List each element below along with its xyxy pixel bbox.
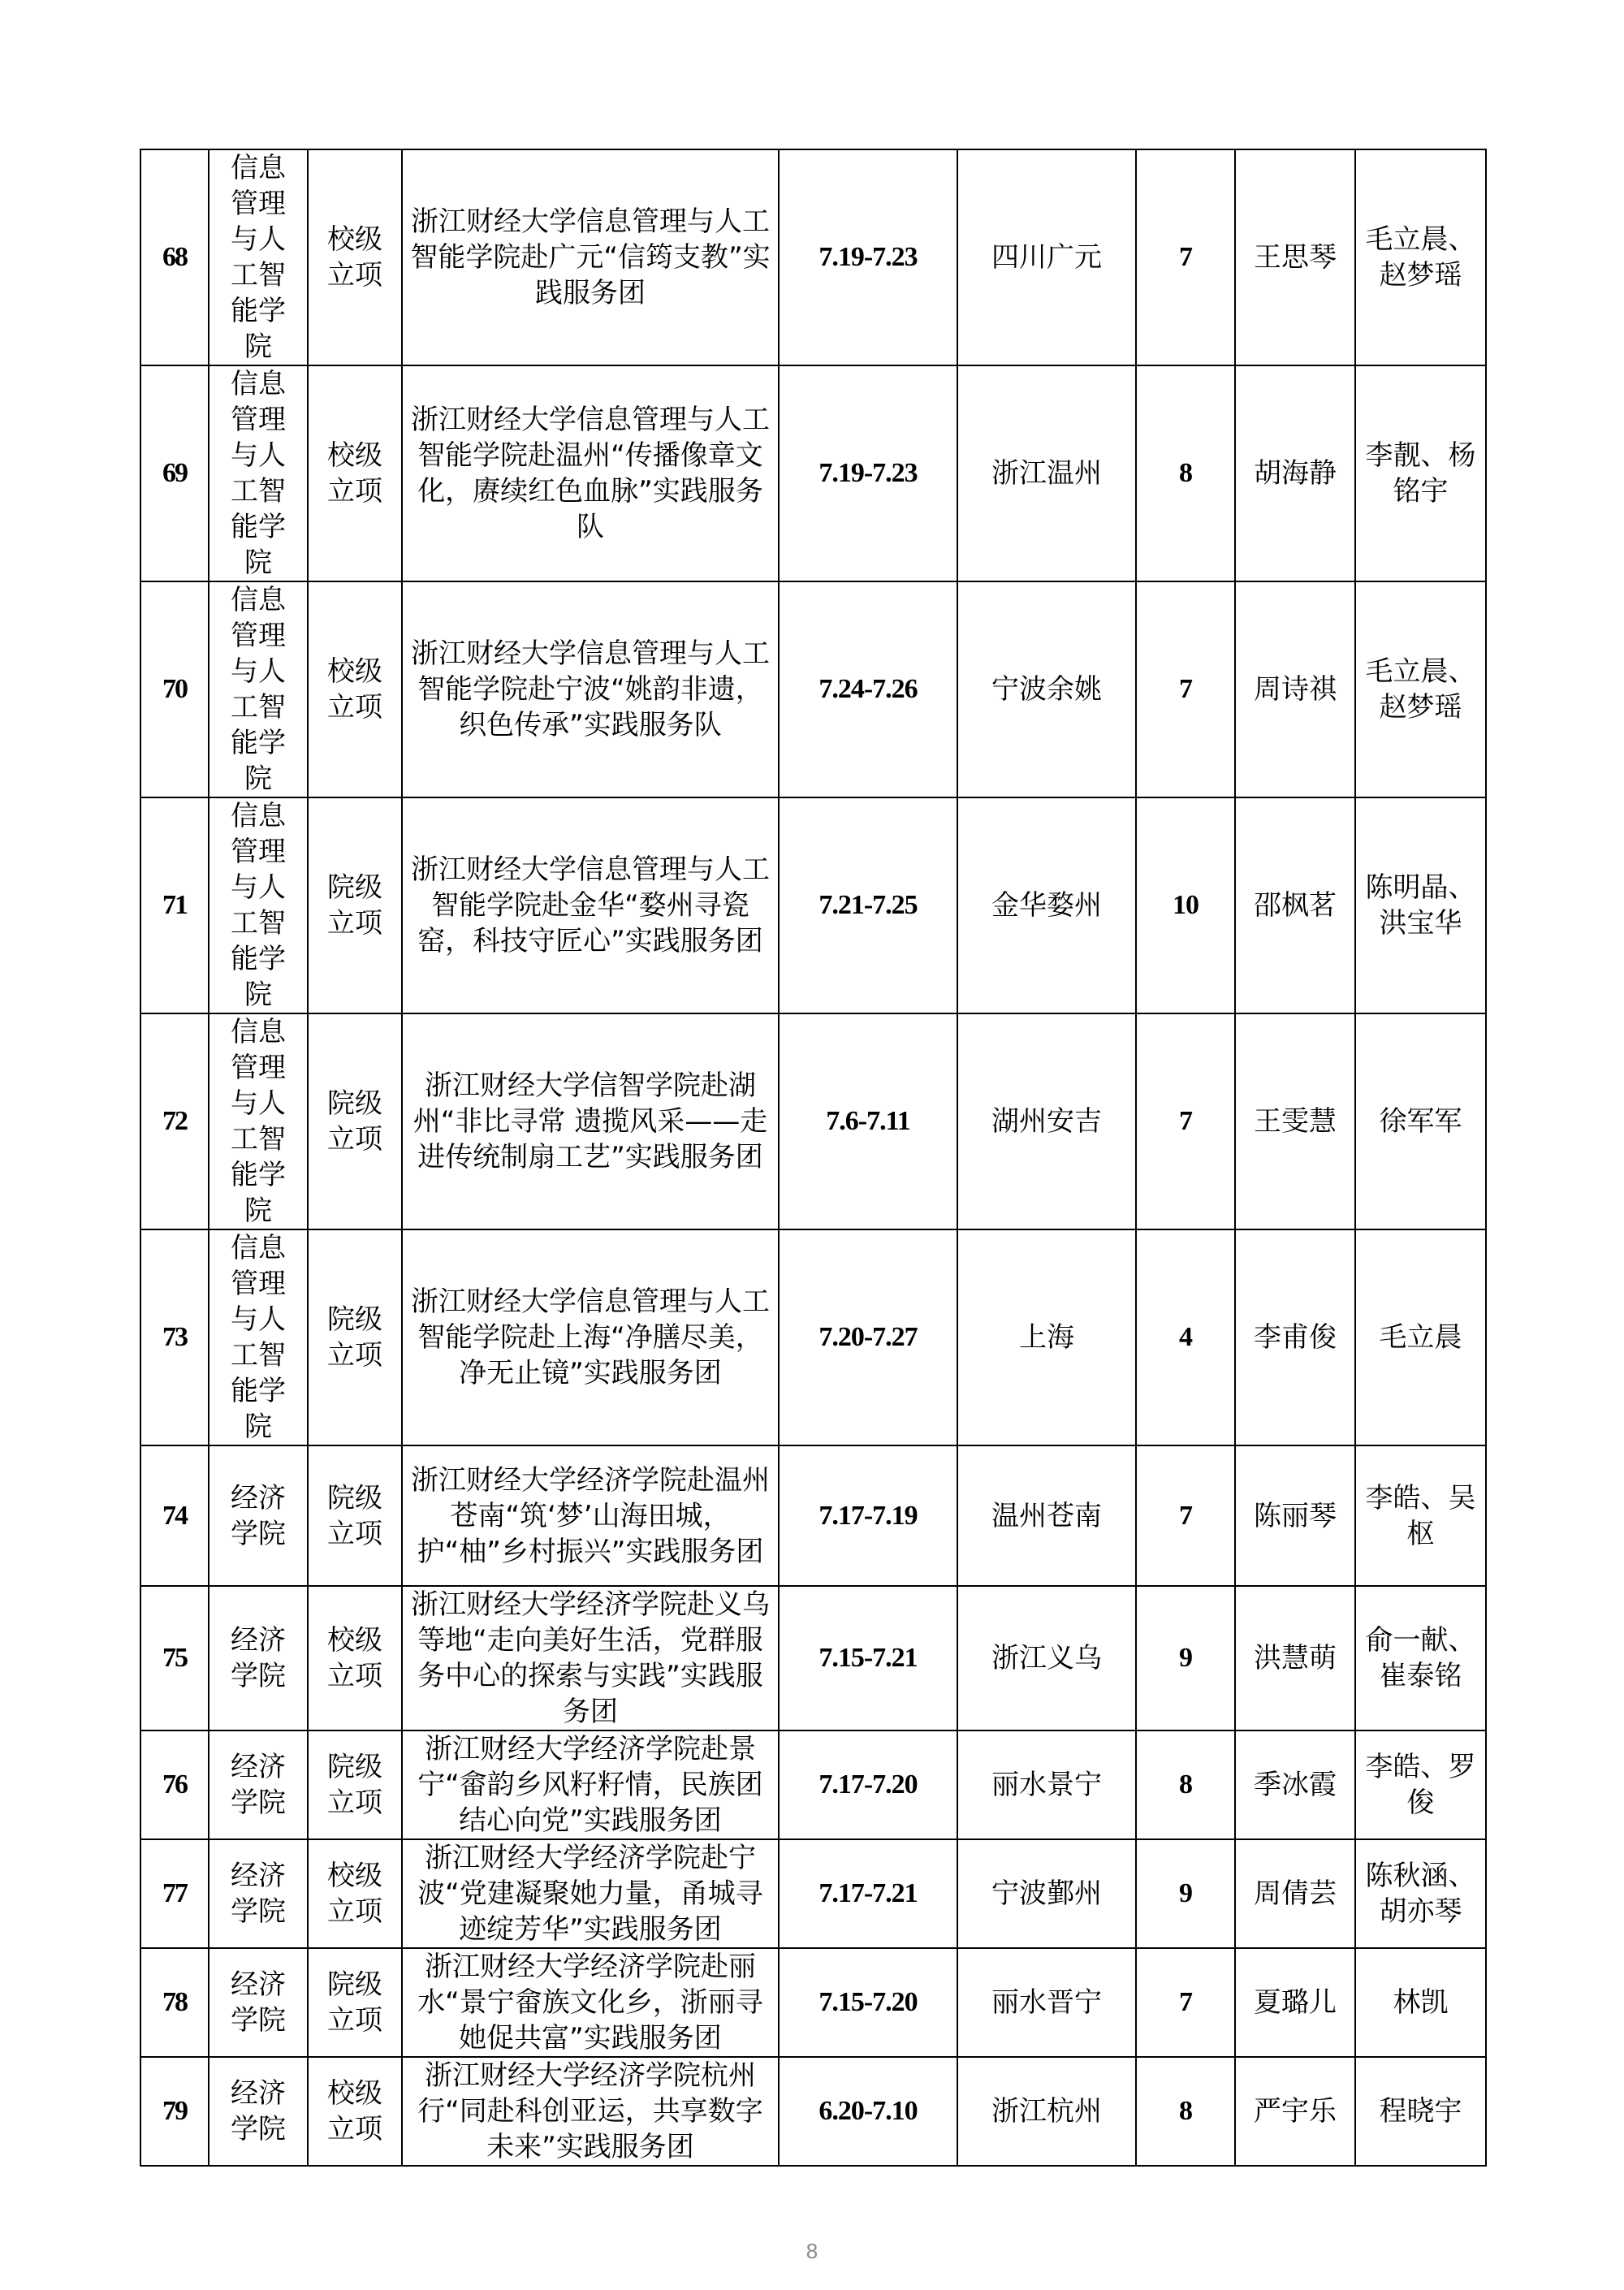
cell-college-text: 信息管理与人工智能学院	[231, 368, 286, 579]
cell-place: 浙江杭州	[957, 2057, 1136, 2166]
cell-date: 7.15-7.21	[779, 1586, 957, 1730]
cell-level	[308, 2057, 402, 2166]
cell-member-count: 8	[1136, 365, 1235, 581]
cell-member-count: 9	[1136, 1839, 1235, 1948]
cell-college-text: 经济学院	[231, 1624, 286, 1692]
cell-college	[209, 365, 308, 581]
cell-advisor	[1355, 1948, 1486, 2057]
cell-date: 7.20-7.27	[779, 1229, 957, 1445]
cell-place: 宁波鄞州	[957, 1839, 1136, 1948]
cell-level	[308, 797, 402, 1013]
cell-advisor-text: 李皓、吴枢	[1365, 1481, 1476, 1550]
cell-place: 上海	[957, 1229, 1136, 1445]
cell-member-count: 8	[1136, 1730, 1235, 1839]
cell-project-name: 浙江财经大学经济学院赴温州苍南“筑‘梦’山海田城，护“柚”乡村振兴”实践服务团	[402, 1445, 779, 1586]
cell-advisor	[1355, 1445, 1486, 1586]
table-row	[140, 149, 1486, 365]
cell-advisor	[1355, 581, 1486, 797]
cell-leader: 季冰霞	[1235, 1730, 1355, 1839]
project-table	[140, 149, 1487, 2167]
cell-level	[308, 1586, 402, 1730]
cell-member-count: 7	[1136, 1948, 1235, 2057]
cell-leader: 王雯慧	[1235, 1013, 1355, 1229]
cell-date: 7.19-7.23	[779, 365, 957, 581]
cell-place: 湖州安吉	[957, 1013, 1136, 1229]
cell-college-text: 经济学院	[231, 1481, 286, 1550]
cell-number: 68	[140, 149, 209, 365]
cell-project-name: 浙江财经大学经济学院赴丽水“景宁畲族文化乡，浙丽寻她促共富”实践服务团	[402, 1948, 779, 2057]
table-row	[140, 1445, 1486, 1586]
cell-level	[308, 1839, 402, 1948]
cell-project-name: 浙江财经大学信息管理与人工智能学院赴金华“婺州寻瓷窑，科技守匠心”实践服务团	[402, 797, 779, 1013]
cell-advisor	[1355, 149, 1486, 365]
cell-advisor-text: 林凯	[1393, 1986, 1449, 2019]
cell-date: 6.20-7.10	[779, 2057, 957, 2166]
cell-member-count: 7	[1136, 1013, 1235, 1229]
cell-date: 7.17-7.20	[779, 1730, 957, 1839]
cell-level-text: 院级立项	[327, 1303, 382, 1372]
cell-college	[209, 1839, 308, 1948]
cell-college	[209, 1586, 308, 1730]
cell-project-name: 浙江财经大学信息管理与人工智能学院赴温州“传播像章文化，赓续红色血脉”实践服务队	[402, 365, 779, 581]
cell-college	[209, 1445, 308, 1586]
cell-project-name: 浙江财经大学经济学院赴义乌等地“走向美好生活，党群服务中心的探索与实践”实践服务团	[402, 1586, 779, 1730]
cell-college	[209, 149, 308, 365]
cell-number: 78	[140, 1948, 209, 2057]
cell-leader: 李甫俊	[1235, 1229, 1355, 1445]
cell-advisor	[1355, 365, 1486, 581]
cell-place: 丽水晋宁	[957, 1948, 1136, 2057]
cell-date: 7.15-7.20	[779, 1948, 957, 2057]
table-row	[140, 365, 1486, 581]
cell-number: 70	[140, 581, 209, 797]
cell-level	[308, 1229, 402, 1445]
cell-member-count: 10	[1136, 797, 1235, 1013]
cell-level	[308, 1445, 402, 1586]
cell-project-name: 浙江财经大学信息管理与人工智能学院赴上海“净膳尽美，净无止镜”实践服务团	[402, 1229, 779, 1445]
cell-member-count: 9	[1136, 1586, 1235, 1730]
cell-leader: 胡海静	[1235, 365, 1355, 581]
cell-leader: 陈丽琴	[1235, 1445, 1355, 1586]
table-row	[140, 1586, 1486, 1730]
cell-level-text: 院级立项	[327, 1087, 382, 1156]
table-row	[140, 1839, 1486, 1948]
cell-college-text: 信息管理与人工智能学院	[231, 1016, 286, 1227]
cell-advisor-text: 程晓宇	[1379, 2095, 1462, 2128]
cell-college-text: 信息管理与人工智能学院	[231, 584, 286, 795]
cell-number: 69	[140, 365, 209, 581]
cell-level-text: 校级立项	[327, 1624, 382, 1692]
cell-advisor	[1355, 1229, 1486, 1445]
cell-place: 浙江义乌	[957, 1586, 1136, 1730]
cell-place: 浙江温州	[957, 365, 1136, 581]
cell-date: 7.6-7.11	[779, 1013, 957, 1229]
table-row	[140, 2057, 1486, 2166]
cell-advisor	[1355, 797, 1486, 1013]
cell-leader: 严宇乐	[1235, 2057, 1355, 2166]
cell-level	[308, 365, 402, 581]
cell-leader: 夏璐儿	[1235, 1948, 1355, 2057]
cell-member-count: 8	[1136, 2057, 1235, 2166]
cell-college-text: 信息管理与人工智能学院	[231, 800, 286, 1011]
cell-college	[209, 581, 308, 797]
cell-advisor-text: 李皓、罗俊	[1365, 1751, 1476, 1819]
cell-level-text: 校级立项	[327, 2077, 382, 2145]
cell-level-text: 院级立项	[327, 1751, 382, 1819]
cell-college	[209, 2057, 308, 2166]
cell-advisor	[1355, 1586, 1486, 1730]
cell-college-text: 信息管理与人工智能学院	[231, 1232, 286, 1443]
table-row	[140, 1229, 1486, 1445]
cell-level-text: 院级立项	[327, 1968, 382, 2037]
cell-college-text: 经济学院	[231, 1860, 286, 1928]
cell-number: 71	[140, 797, 209, 1013]
cell-level	[308, 149, 402, 365]
cell-college	[209, 1013, 308, 1229]
cell-project-name: 浙江财经大学信息管理与人工智能学院赴广元“信筠支教”实践服务团	[402, 149, 779, 365]
cell-advisor-text: 陈明晶、洪宝华	[1365, 871, 1476, 940]
table-row	[140, 1948, 1486, 2057]
cell-date: 7.17-7.19	[779, 1445, 957, 1586]
cell-member-count: 7	[1136, 1445, 1235, 1586]
cell-college	[209, 1948, 308, 2057]
cell-level	[308, 581, 402, 797]
cell-place: 温州苍南	[957, 1445, 1136, 1586]
cell-college-text: 经济学院	[231, 1751, 286, 1819]
cell-advisor	[1355, 1013, 1486, 1229]
cell-number: 72	[140, 1013, 209, 1229]
cell-date: 7.19-7.23	[779, 149, 957, 365]
cell-advisor-text: 徐军军	[1379, 1105, 1462, 1138]
cell-level	[308, 1013, 402, 1229]
table-body	[140, 149, 1486, 2166]
cell-advisor	[1355, 1730, 1486, 1839]
cell-advisor-text: 毛立晨、赵梦瑶	[1365, 223, 1476, 292]
cell-place: 宁波余姚	[957, 581, 1136, 797]
cell-member-count: 7	[1136, 581, 1235, 797]
cell-level-text: 校级立项	[327, 223, 382, 292]
cell-level-text: 校级立项	[327, 1860, 382, 1928]
cell-advisor-text: 俞一献、崔泰铭	[1365, 1624, 1476, 1692]
cell-leader: 洪慧萌	[1235, 1586, 1355, 1730]
cell-advisor-text: 李靓、杨铭宇	[1365, 439, 1476, 508]
cell-number: 79	[140, 2057, 209, 2166]
cell-college	[209, 797, 308, 1013]
cell-advisor-text: 毛立晨	[1379, 1321, 1462, 1354]
cell-member-count: 4	[1136, 1229, 1235, 1445]
cell-number: 76	[140, 1730, 209, 1839]
cell-college-text: 经济学院	[231, 1968, 286, 2037]
cell-project-name: 浙江财经大学信息管理与人工智能学院赴宁波“姚韵非遗，织色传承”实践服务队	[402, 581, 779, 797]
cell-member-count: 7	[1136, 149, 1235, 365]
cell-leader: 周诗祺	[1235, 581, 1355, 797]
cell-college	[209, 1730, 308, 1839]
cell-number: 74	[140, 1445, 209, 1586]
cell-level-text: 校级立项	[327, 655, 382, 724]
cell-date: 7.24-7.26	[779, 581, 957, 797]
cell-level-text: 院级立项	[327, 871, 382, 940]
cell-college-text: 经济学院	[231, 2077, 286, 2145]
cell-project-name: 浙江财经大学经济学院杭州行“同赴科创亚运，共享数字未来”实践服务团	[402, 2057, 779, 2166]
table-row	[140, 1013, 1486, 1229]
cell-advisor-text: 陈秋涵、胡亦琴	[1365, 1860, 1476, 1928]
cell-number: 75	[140, 1586, 209, 1730]
cell-college	[209, 1229, 308, 1445]
cell-advisor	[1355, 2057, 1486, 2166]
table-row	[140, 581, 1486, 797]
cell-leader: 王思琴	[1235, 149, 1355, 365]
cell-place: 金华婺州	[957, 797, 1136, 1013]
cell-project-name: 浙江财经大学经济学院赴景宁“畲韵乡风籽籽情，民族团结心向党”实践服务团	[402, 1730, 779, 1839]
cell-level	[308, 1730, 402, 1839]
cell-college-text: 信息管理与人工智能学院	[231, 152, 286, 363]
table-row	[140, 797, 1486, 1013]
cell-place: 四川广元	[957, 149, 1136, 365]
cell-advisor-text: 毛立晨、赵梦瑶	[1365, 655, 1476, 724]
cell-level-text: 校级立项	[327, 439, 382, 508]
cell-leader: 周倩芸	[1235, 1839, 1355, 1948]
cell-place: 丽水景宁	[957, 1730, 1136, 1839]
cell-leader: 邵枫茗	[1235, 797, 1355, 1013]
cell-advisor	[1355, 1839, 1486, 1948]
table-row	[140, 1730, 1486, 1839]
cell-project-name: 浙江财经大学信智学院赴湖州“非比寻常 遗揽风采——走进传统制扇工艺”实践服务团	[402, 1013, 779, 1229]
cell-project-name: 浙江财经大学经济学院赴宁波“党建凝聚她力量，甬城寻迹绽芳华”实践服务团	[402, 1839, 779, 1948]
page-number: 8	[806, 2239, 818, 2263]
cell-level-text: 院级立项	[327, 1481, 382, 1550]
cell-level	[308, 1948, 402, 2057]
cell-number: 77	[140, 1839, 209, 1948]
cell-number: 73	[140, 1229, 209, 1445]
cell-date: 7.21-7.25	[779, 797, 957, 1013]
cell-date: 7.17-7.21	[779, 1839, 957, 1948]
